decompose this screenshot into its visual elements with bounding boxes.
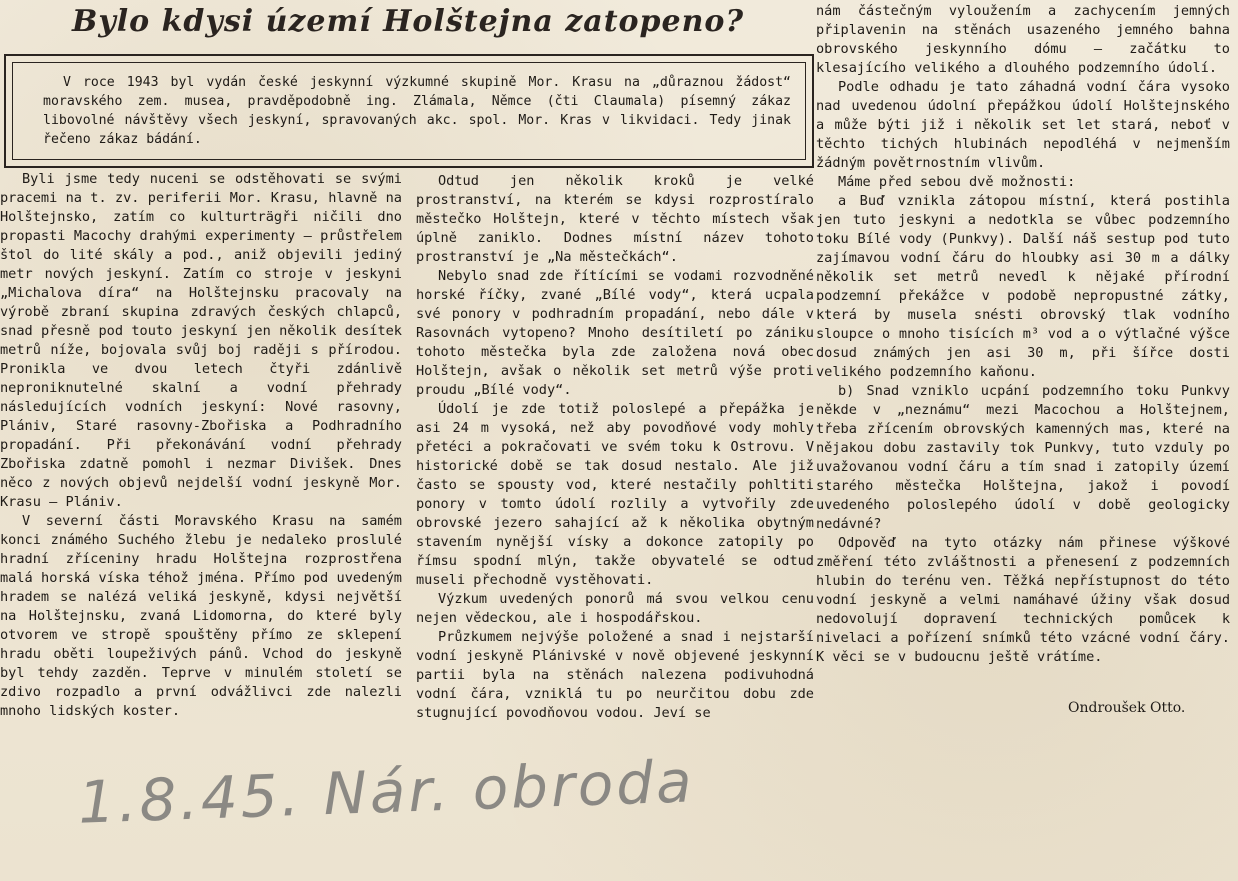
paragraph: Průzkumem nejvýše položené a snad i nejstarší vodní jeskyně Plánivské v nově objevené jeskynní partii byla na stěnách nalezena podivuhodná vodní čára, vzniklá tu po neurčitou dobu zde stugnující povodňovou vodou. Jeví se <box>416 629 814 721</box>
paragraph: Byli jsme tedy nuceni se odstěhovati se svými pracemi na t. zv. periferii Mor. Krasu, hlavně na Holštejnsko, zatím co kulturträgři ničili dno propasti Macochy drahými experimenty — průstřelem štol do lité skály a pod., aniž objevili jediný metr nových jeskyní. Zatím co stroje v jeskyni „Michalova díra“ na Holštejnsku pracovaly na výrobě zbraní skupina zdravých českých chlapců, snad přesně pod touto jeskyní jen několik desítek metrů níže, bojovala svůj boj raději s přírodou. Pronikla ve dvou letech čtyři zdánlivě neproniknutelné skalní a vodní přehrady následujících vodních jeskyní: Nové rasovny, Plániv, Staré rasovny-Zbořiska a Podhradního propadání. Při překonávání vodní přehrady Zbořiska zdatně pomohl i nezmar Divišek. Dnes něco z nových objevů nejdelší vodní jeskyně Mor. Krasu — Plániv. <box>0 171 402 510</box>
lead-paragraph: V roce 1943 byl vydán české jeskynní výzkumné skupině Mor. Krasu na „důraznou žádost“ moravského zem. musea, pravděpodobně ing. Zlámala, Němce (čti Claumala) písemný zákaz libovolné návštěvy všech jeskyní, spravovaných akc. spol. Mor. Kras v likvidaci. Tedy jinak řečeno zákaz bádání. <box>43 75 791 147</box>
paragraph: Nebylo snad zde řítícími se vodami rozvodněné horské říčky, zvané „Bílé vody“, která ucpala své ponory v podhradním propadání, nebo dále v Rasovnách vytopeno? Mnoho desítiletí po zániku tohoto městečka byla zde založena nová obec Holštejn, avšak o několik set metrů výše proti proudu „Bílé vody“. <box>416 268 814 398</box>
lead-frame <box>12 62 806 160</box>
author-signature: Ondroušek Otto. <box>1068 700 1186 716</box>
paragraph: b) Snad vzniklo ucpání podzemního toku Punkvy někde v „neznámu“ mezi Macochou a Holštejnem, třeba zřícením obrovských kamenných mas, které na nějakou dobu zastavily tok Punkvy, tuto vzduly po uvažovanou vodní čáru a tím snad i zatopily území starého městečka Holštejna, jakož i povodí uvedeného poloslepého údolí v době geologicky nedávné? <box>816 383 1230 532</box>
paragraph: a Buď vznikla zátopou místní, která postihla jen tuto jeskyni a nedotkla se vůbec podzemního toku Bílé vody (Punkvy). Další náš sestup pod tuto zajímavou vodní čáru do hloubky asi 30 m a dálky několik set metrů nevedl k nějaké přírodní podzemní překážce v podobě nepropustné zátky, která by musela snésti obrovský tlak vodního sloupce o mnoho tisících m³ vod a o výtlačné výšce dosud známých jen asi 30 m, při šířce dosti velikého podzemního kaňonu. <box>816 193 1230 380</box>
paragraph: Údolí je zde totiž poloslepé a přepážka je asi 24 m vysoká, než aby povodňové vody mohly přetéci a pokračovati ve svém toku k Ostrovu. V historické době se tak dosud nestalo. Ale již často se spousty vod, které nestačily pohltiti ponory v tomto údolí rozlily a vytvořily zde obrovské jezero sahající až k několika obytným stavením nynější vísky a dokonce zatopily po římsu spodní mlýn, takže obyvatelé se odtud museli přechodně vystěhovati. <box>416 401 814 588</box>
paragraph-continued: nám částečným vyloužením a zachycením jemných připlavenin na stěnách usazeného jemného bahna obrovského jeskynního dómu — začátku to klesajícího velikého a dlouhého podzemního údolí. <box>816 3 1230 76</box>
lead-box <box>4 54 814 168</box>
paragraph: V severní části Moravského Krasu na samém konci známého Suchého žlebu je nedaleko proslulé hradní zříceniny hradu Holštejna rozprostřena malá horská víska téhož jména. Přímo pod uvedeným hradem se nalézá veliká jeskyně, kdysi největší na Holštejnsku, zvaná Lidomorna, do které byly otvorem ve stropě spouštěny přímo ze sklepení hradu oběti loupeživých pánů. Vchod do jeskyně byl tehdy zazděn. Teprve v minulém století se zdivo rozpadlo a první odvážlivci zde nalezli mnoho lidských koster. <box>0 513 402 719</box>
column-2 <box>416 172 814 721</box>
paragraph: Výzkum uvedených ponorů má svou velkou cenu nejen vědeckou, ale i hospodářskou. <box>416 591 814 626</box>
paragraph: Podle odhadu je tato záhadná vodní čára vysoko nad uvedenou údolní přepážkou údolí Holštejnského a může býti již i několik set let stará, neboť v těchto tichých hlubinách nepodléhá v nejmenším žádným povětrnostním vlivům. <box>816 79 1230 171</box>
handwritten-date-note: 1.8.45. Nár. obroda <box>77 747 696 837</box>
article-headline: Bylo kdysi území Holštejna zatopeno? <box>72 4 745 39</box>
paragraph: Máme před sebou dvě možnosti: <box>838 174 1076 190</box>
column-1 <box>0 170 402 719</box>
paragraph: Odpověď na tyto otázky nám přinese výškové změření této zvláštnosti a přenesení z podzemních hlubin do terénu ven. Těžká nepřístupnost do této vodní jeskyně a velmi namáhavé úžiny však dosud nedovolují dopravení technických pomůcek k nivelaci a pořízení snímků této vzácné vodní čáry. K věci se v budoucnu ještě vrátíme. <box>816 535 1230 665</box>
column-3 <box>816 2 1230 722</box>
paragraph: Odtud jen několik kroků je velké prostranství, na kterém se kdysi rozprostíralo městečko Holštejn, které v těchto místech však úplně zaniklo. Dodnes místní název tohoto prostranství je „Na městečkách“. <box>416 173 814 265</box>
